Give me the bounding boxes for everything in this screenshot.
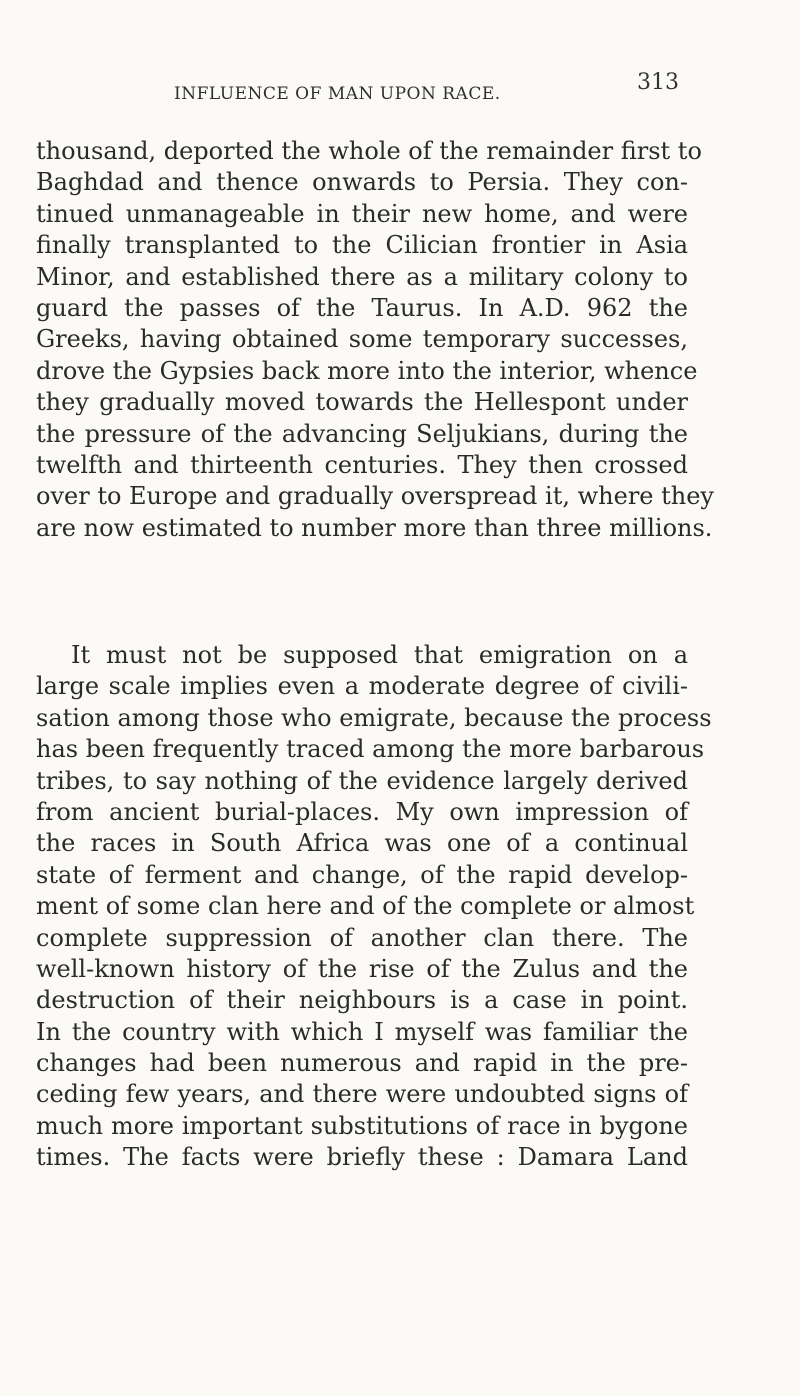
text-line: times. The facts were briefly these : Damara Land — [36, 1143, 688, 1172]
text-line: ment of some clan here and of the complete or almost — [36, 892, 695, 921]
text-line: drove the Gypsies back more into the interior, whence — [36, 356, 698, 385]
text-line: the races in South Africa was one of a continual — [36, 829, 688, 858]
paragraph-2 — [36, 640, 712, 1174]
text-line: complete suppression of another clan there. The — [36, 923, 688, 952]
text-line: from ancient burial-places. My own impression of — [36, 797, 688, 826]
text-line: are now estimated to number more than three millions. — [36, 513, 713, 542]
text-line: well-known history of the rise of the Zulus and the — [36, 954, 688, 983]
running-head: INFLUENCE OF MAN UPON RACE. — [174, 84, 501, 104]
text-line: large scale implies even a moderate degree of civili- — [36, 672, 688, 701]
text-line: has been frequently traced among the more barbarous — [36, 735, 705, 764]
text-line: ceding few years, and there were undoubted signs of — [36, 1080, 688, 1109]
text-line: they gradually moved towards the Hellespont under — [36, 388, 688, 417]
text-line: guard the passes of the Taurus. In A.D. 962 the — [36, 293, 688, 322]
text-line: twelfth and thirteenth centuries. They then crossed — [36, 450, 688, 479]
text-line: much more important substitutions of race in bygone — [36, 1111, 688, 1140]
text-line: In the country with which I myself was familiar the — [36, 1017, 688, 1046]
text-line: sation among those who emigrate, because the process — [36, 703, 712, 732]
text-line: tribes, to say nothing of the evidence largely derived — [36, 766, 688, 795]
text-line: changes had been numerous and rapid in the pre- — [36, 1049, 688, 1078]
text-line: It must not be supposed that emigration on a — [71, 641, 688, 669]
page-number: 313 — [637, 70, 679, 95]
text-line: finally transplanted to the Cilician frontier in Asia — [36, 231, 688, 260]
text-line: over to Europe and gradually overspread it, where they — [36, 482, 714, 511]
text-line: Baghdad and thence onwards to Persia. They con- — [36, 168, 688, 197]
text-line: Greeks, having obtained some temporary successes, — [36, 325, 688, 354]
paragraph-1 — [36, 136, 714, 544]
text-line: thousand, deported the whole of the remainder first to — [36, 137, 702, 165]
text-line: destruction of their neighbours is a case in point. — [36, 986, 688, 1015]
text-line: the pressure of the advancing Seljukians, during the — [36, 419, 688, 448]
text-line: state of ferment and change, of the rapid develop- — [36, 860, 688, 889]
text-line: Minor, and established there as a military colony to — [36, 262, 688, 291]
text-line: tinued unmanageable in their new home, and were — [36, 199, 688, 228]
